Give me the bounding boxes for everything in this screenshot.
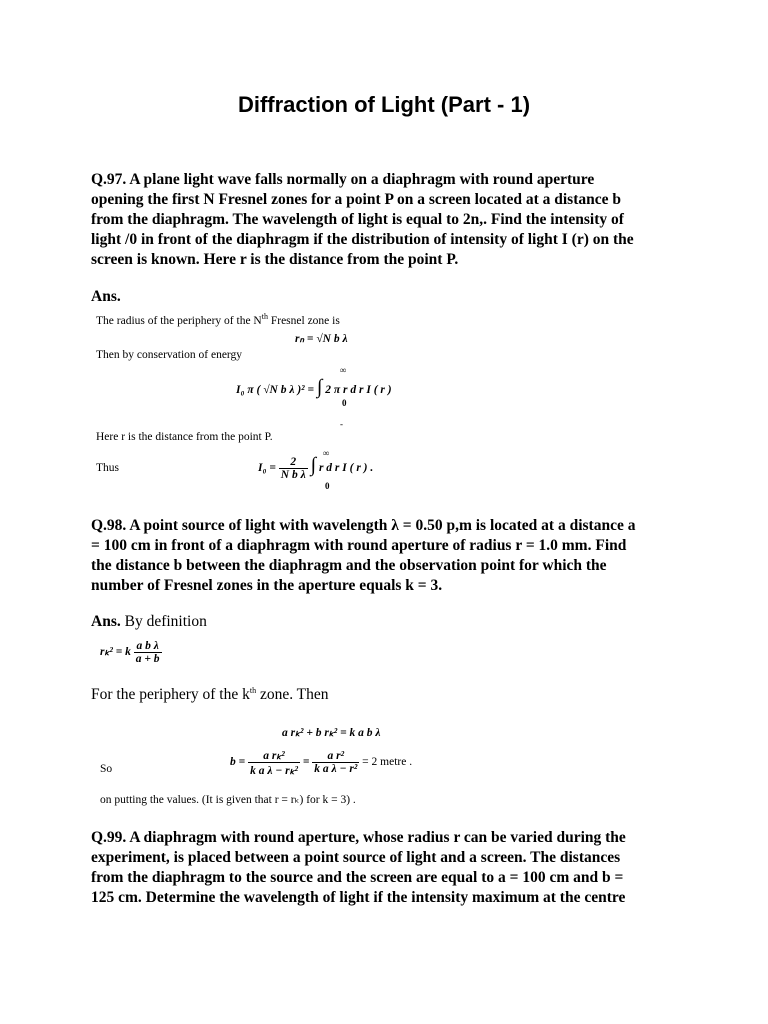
question-line: from the diaphragm. The wavelength of light is equal to 2n,. Find the intensity of [91,211,624,228]
question-line: Q.98. A point source of light with wavelength λ = 0.50 p,m is located at a distance a [91,517,636,534]
answer-97-line-2: Then by conservation of energy [96,349,243,361]
page-title: Diffraction of Light (Part - 1) [237,92,531,117]
integral-lower-limit: 0 [342,398,347,408]
integral-sign: ∫ [310,454,317,476]
question-line: opening the first N Fresnel zones for a point P on a screen located at a distance b [91,191,621,208]
question-line: experiment, is placed between a point source of light and a screen. The distances [91,849,621,866]
answer-97-thus: Thus [96,462,119,474]
equation-zone-radius: rₖ² = k $\frac{\text{a b λ}}{a + b}$ [100,640,160,665]
integral-upper-limit: ∞ [340,365,347,375]
question-line: number of Fresnel zones in the aperture equals k = 3. [91,577,443,594]
integral-lower-limit: 0 [325,481,330,491]
question-line: screen is known. Here r is the distance from the point P. [91,251,459,268]
answer-98-note: on putting the values. (It is given that r = rₖ) for k = 3) . [100,794,356,806]
question-line: the distance b between the diaphragm and the observation point for which the [91,557,607,574]
question-98 [91,516,691,596]
question-99 [91,828,691,908]
question-line: Q.99. A diaphragm with round aperture, whose radius r can be varied during the [91,829,626,846]
question-line: light /0 in front of the diaphragm if the distribution of intensity of light I (r) on the [91,231,634,248]
equation-energy-conservation: I₀ π ( √N b λ )² = ∫ 2 π r d r I ( r ) [236,376,392,398]
equation-zone-expansion: a rₖ² + b rₖ² = k a b λ [282,727,381,739]
question-line: from the diaphragm to the source and the screen are equal to a = 100 cm and b = [91,869,624,886]
answer-97-label: Ans. [91,288,121,305]
question-97 [91,170,691,270]
equation-intensity: I₀ = $\frac{2}{\text{N b λ}}$ ∫ r d r I ( r ) . [258,454,374,481]
stray-mark: - [340,419,343,429]
equation-fresnel-radius: rₙ = √N b λ [295,333,348,345]
question-line: 125 cm. Determine the wavelength of light if the intensity maximum at the centre [91,889,626,906]
question-line: Q.97. A plane light wave falls normally on a diaphragm with round aperture [91,171,595,188]
answer-97-line-3: Here r is the distance from the point P. [96,431,273,443]
question-line: = 100 cm in front of a diaphragm with round aperture of radius r = 1.0 mm. Find [91,537,627,554]
integral-upper-limit: ∞ [323,448,330,458]
answer-98-periphery: For the periphery of the $k^{th}$ zone. Then [91,686,329,704]
answer-98-so: So [100,763,113,775]
answer-98-label: Ans. By definition [91,613,207,630]
integral-sign: ∫ [316,376,323,398]
equation-distance-b: b = $\frac{\text{a rₖ²}}{\text{k a λ − rₖ²}}$ = $\frac{\text{a r²}}{\text{k a λ − r²}}$ = 2 metre . [230,750,413,777]
answer-97-line-1: The radius of the periphery of the $N^{th}$ Fresnel zone is [96,312,340,327]
